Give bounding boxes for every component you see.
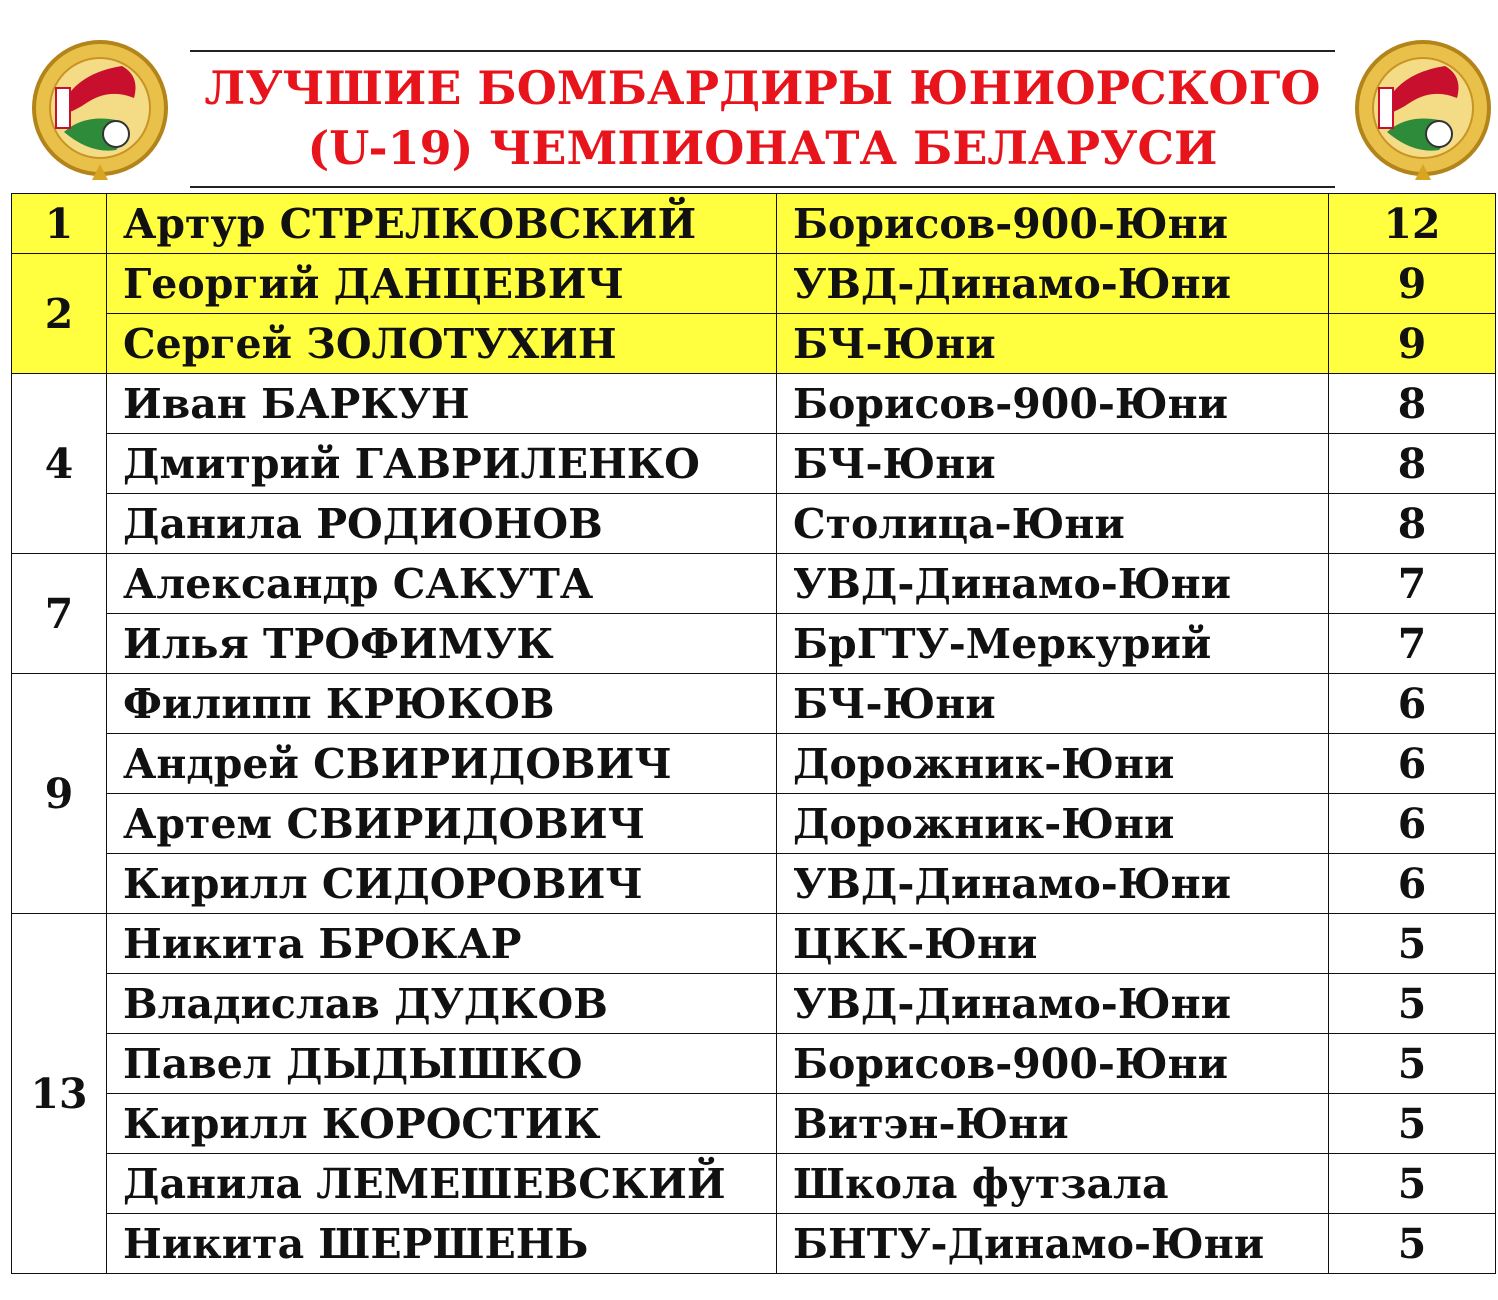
team-cell: Дорожник-Юни — [777, 734, 1329, 794]
team-cell: Столица-Юни — [777, 494, 1329, 554]
player-name-cell: Павел ДЫДЫШКО — [107, 1034, 777, 1094]
table-row — [12, 494, 1496, 554]
goals-cell: 8 — [1329, 434, 1496, 494]
player-name-cell: Артем СВИРИДОВИЧ — [107, 794, 777, 854]
table-row — [12, 1034, 1496, 1094]
player-name-cell: Данила ЛЕМЕШЕВСКИЙ — [107, 1154, 777, 1214]
player-name-cell: Филипп КРЮКОВ — [107, 674, 777, 734]
table-row — [12, 794, 1496, 854]
team-cell: БЧ-Юни — [777, 314, 1329, 374]
goals-cell: 7 — [1329, 614, 1496, 674]
player-name-cell: Иван БАРКУН — [107, 374, 777, 434]
table-row — [12, 1154, 1496, 1214]
table-row — [12, 194, 1496, 254]
goals-cell: 9 — [1329, 314, 1496, 374]
rank-cell: 2 — [12, 254, 107, 374]
player-name-cell: Кирилл КОРОСТИК — [107, 1094, 777, 1154]
team-cell: Школа футзала — [777, 1154, 1329, 1214]
team-cell: УВД-Динамо-Юни — [777, 254, 1329, 314]
team-cell: ЦКК-Юни — [777, 914, 1329, 974]
rank-cell: 7 — [12, 554, 107, 674]
association-emblem-icon — [34, 42, 166, 180]
player-name-cell: Никита ШЕРШЕНЬ — [107, 1214, 777, 1274]
table-row — [12, 674, 1496, 734]
table-row — [12, 254, 1496, 314]
table-row — [12, 854, 1496, 914]
goals-cell: 5 — [1329, 1034, 1496, 1094]
player-name-cell: Артур СТРЕЛКОВСКИЙ — [107, 194, 777, 254]
team-cell: Борисов-900-Юни — [777, 194, 1329, 254]
player-name-cell: Дмитрий ГАВРИЛЕНКО — [107, 434, 777, 494]
goals-cell: 6 — [1329, 794, 1496, 854]
goals-cell: 7 — [1329, 554, 1496, 614]
table-row — [12, 974, 1496, 1034]
table-row — [12, 914, 1496, 974]
goals-cell: 9 — [1329, 254, 1496, 314]
player-name-cell: Данила РОДИОНОВ — [107, 494, 777, 554]
title-line-1: ЛУЧШИЕ БОМБАРДИРЫ ЮНИОРСКОГО — [204, 61, 1321, 115]
team-cell: Дорожник-Юни — [777, 794, 1329, 854]
rank-cell: 13 — [12, 914, 107, 1274]
player-name-cell: Кирилл СИДОРОВИЧ — [107, 854, 777, 914]
scorers-table-body — [12, 194, 1496, 1274]
player-name-cell: Александр САКУТА — [107, 554, 777, 614]
player-name-cell: Никита БРОКАР — [107, 914, 777, 974]
rank-cell: 9 — [12, 674, 107, 914]
team-cell: БЧ-Юни — [777, 674, 1329, 734]
goals-cell: 5 — [1329, 1154, 1496, 1214]
team-cell: УВД-Динамо-Юни — [777, 854, 1329, 914]
title-rule-top — [190, 50, 1335, 52]
association-emblem-icon — [1357, 42, 1489, 180]
player-name-cell: Владислав ДУДКОВ — [107, 974, 777, 1034]
table-row — [12, 554, 1496, 614]
goals-cell: 6 — [1329, 674, 1496, 734]
team-cell: БНТУ-Динамо-Юни — [777, 1214, 1329, 1274]
player-name-cell: Андрей СВИРИДОВИЧ — [107, 734, 777, 794]
player-name-cell: Георгий ДАНЦЕВИЧ — [107, 254, 777, 314]
scorers-table — [11, 193, 1496, 1274]
goals-cell: 6 — [1329, 854, 1496, 914]
title-rule-bottom — [190, 186, 1335, 188]
team-cell: БЧ-Юни — [777, 434, 1329, 494]
team-cell: БрГТУ-Меркурий — [777, 614, 1329, 674]
goals-cell: 5 — [1329, 974, 1496, 1034]
title-line-2: (U-19) ЧЕМПИОНАТА БЕЛАРУСИ — [307, 121, 1218, 175]
table-row — [12, 1214, 1496, 1274]
table-row — [12, 374, 1496, 434]
table-row — [12, 314, 1496, 374]
rank-cell: 1 — [12, 194, 107, 254]
table-row — [12, 734, 1496, 794]
table-row — [12, 434, 1496, 494]
team-cell: Витэн-Юни — [777, 1094, 1329, 1154]
goals-cell: 8 — [1329, 374, 1496, 434]
table-row — [12, 614, 1496, 674]
team-cell: УВД-Динамо-Юни — [777, 974, 1329, 1034]
goals-cell: 5 — [1329, 1094, 1496, 1154]
player-name-cell: Сергей ЗОЛОТУХИН — [107, 314, 777, 374]
goals-cell: 5 — [1329, 1214, 1496, 1274]
team-cell: УВД-Динамо-Юни — [777, 554, 1329, 614]
goals-cell: 5 — [1329, 914, 1496, 974]
player-name-cell: Илья ТРОФИМУК — [107, 614, 777, 674]
goals-cell: 12 — [1329, 194, 1496, 254]
team-cell: Борисов-900-Юни — [777, 374, 1329, 434]
page-title — [190, 58, 1335, 178]
goals-cell: 6 — [1329, 734, 1496, 794]
rank-cell: 4 — [12, 374, 107, 554]
association-logo-right — [1353, 36, 1493, 186]
team-cell: Борисов-900-Юни — [777, 1034, 1329, 1094]
association-logo-left — [30, 36, 170, 186]
table-row — [12, 1094, 1496, 1154]
goals-cell: 8 — [1329, 494, 1496, 554]
